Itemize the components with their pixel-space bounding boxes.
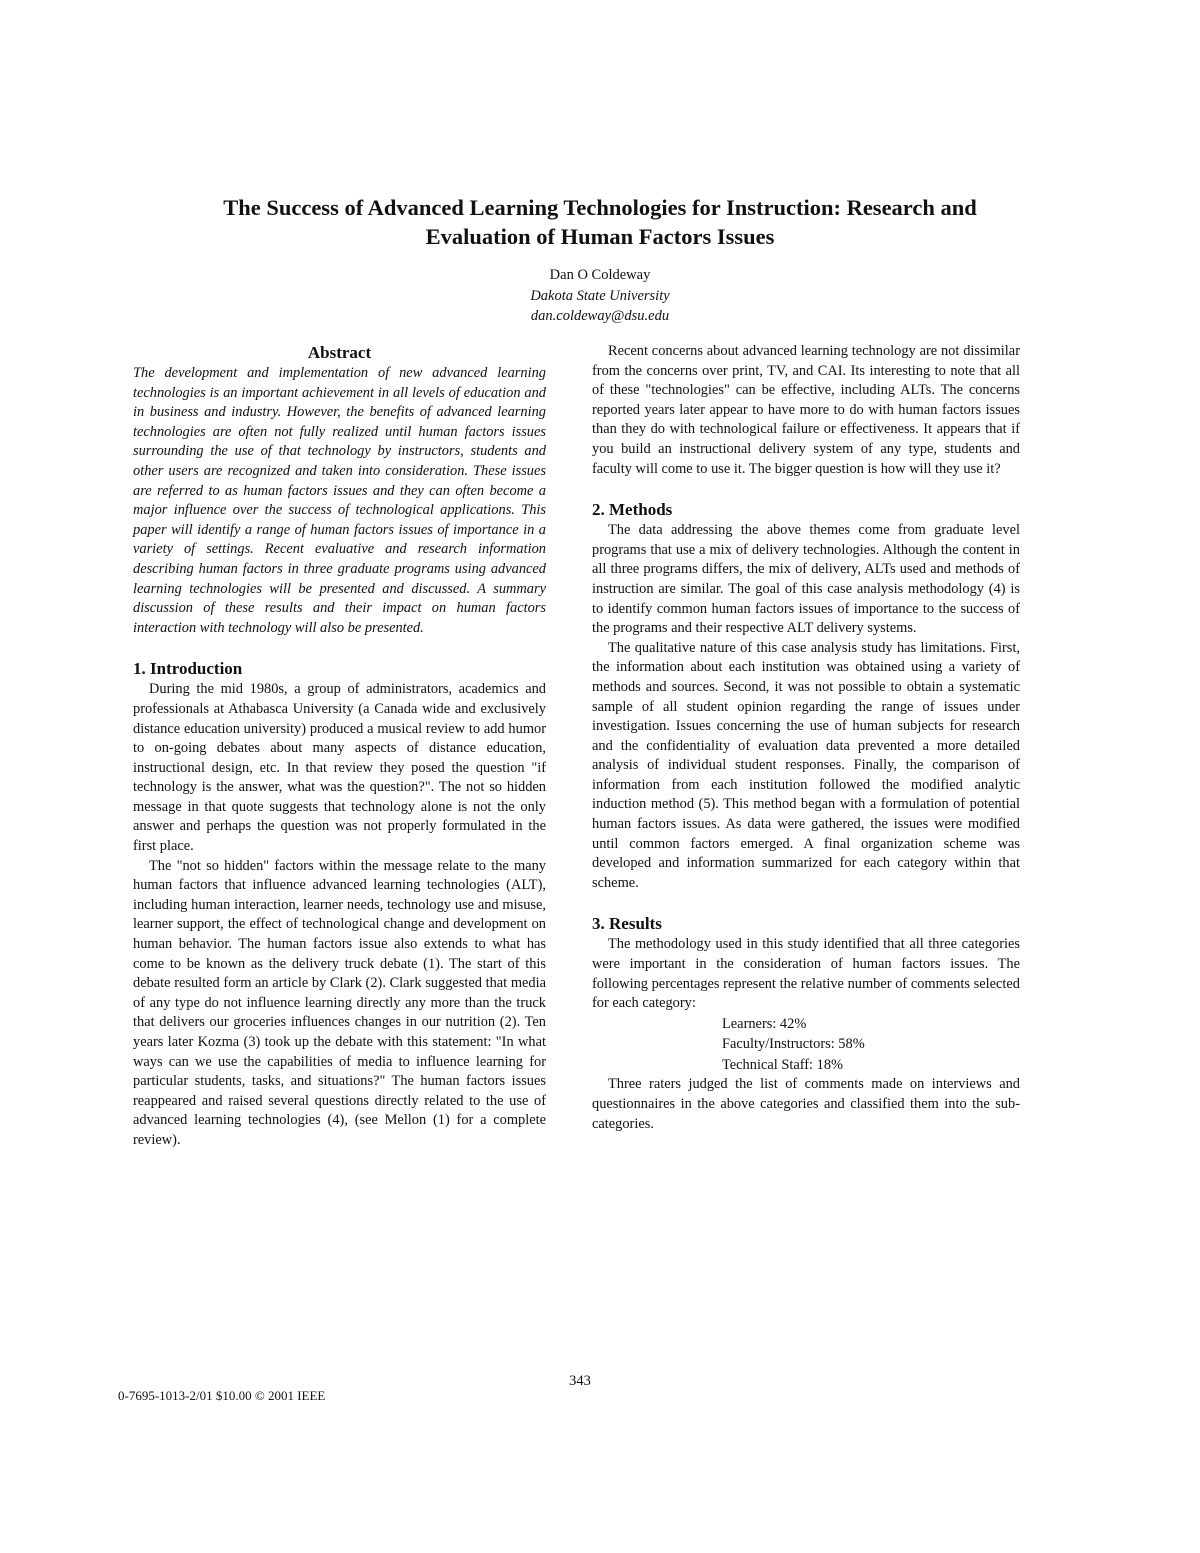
page-number: 343 [569,1373,591,1389]
results-paragraph-2: Three raters judged the list of comments made on interviews and questionnaires in the above categories and classified them into the sub-categories. [592,1076,1020,1132]
copyright-footer: 0-7695-1013-2/01 $10.00 © 2001 IEEE [118,1388,326,1403]
abstract-body: The development and implementation of new advanced learning technologies is an important achievement in all levels of education and in business and industry. However, the benefits of advanced learning technologies are often not fully realized until human factors issues surrounding the use of that technology by instructors, students and other users are recognized and taken into consideration. These issues are referred to as human factors issues and they can often become a major influence over the success of technological applications. This paper will identify a range of human factors issues of importance in a variety of settings. Recent evaluative and research information describing human factors in three graduate programs using advanced learning technologies will be presented and discussed. A summary discussion of these results and their impact on human factors interaction with technology will also be presented. [133,365,546,636]
author-name: Dan O Coldeway [549,267,651,283]
list-item: Technical Staff: 18% [722,1056,844,1073]
abstract-heading: Abstract [307,343,372,362]
right-column [592,342,1020,1134]
introduction-heading: 1. Introduction [133,659,243,679]
author-affiliation: Dakota State University [530,287,670,304]
methods-paragraph-1: The data addressing the above themes come from graduate level programs that use a mix of delivery technologies. Although the content in all three programs differs, the mix of delivery, ALTs used and methods of instruction are similar. The goal of this case analysis methodology (4) is to identify common human factors issues of importance to the success of the programs and their respective ALT delivery systems. [592,522,1020,637]
methods-paragraph-2: The qualitative nature of this case analysis study has limitations. First, the information about each institution was obtained using a variety of methods and sources. Second, it was not possible to obtain a systematic sample of all student opinion regarding the range of issues under investigation. Issues concerning the use of human subjects for research and the confidentiality of evaluation data prevented a more detailed analysis of individual student responses. Finally, the comparison of information from each institution followed the modified analytic induction method (5). This method began with a formulation of potential human factors issues. As data were gathered, the issues were modified until common factors emerged. A final organization scheme was developed and information summarized for each category within that scheme. [592,639,1020,891]
results-percentage-list [592,1014,1020,1076]
list-item: Faculty/Instructors: 58% [722,1036,865,1053]
right-intro-paragraph: Recent concerns about advanced learning technology are not dissimilar from the concerns over print, TV, and CAI. Its interesting to note that all of these "technologies" can be effective, including ALTs. The concerns reported years later appear to have more to do with human factors issues than they do with technological failure or effectiveness. It appears that if you build an instructional delivery system of any type, students and faculty will come to use it. The bigger question is how will they use it? [592,343,1020,477]
list-item: Learners: 42% [722,1015,807,1032]
author-block [300,265,900,327]
results-heading: 3. Results [592,914,662,934]
title-line-2: Evaluation of Human Factors Issues [425,224,775,249]
introduction-paragraph-2: The "not so hidden" factors within the message relate to the many human factors that influence advanced learning technologies (ALT), including human interaction, learner needs, technology use and misuse, learner support, the effect of technological change and development on human behavior. The human factors issue also extends to what has come to be known as the delivery truck debate (1). The start of this debate resulted form an article by Clark (2). Clark suggested that media of any type do not influence learning directly any more than the truck that delivers our groceries influences changes in our nutrition (2). Ten years later Kozma (3) took up the debate with this statement: "In what ways can we use the capabilities of media to influence learning for particular students, tasks, and situations?" The human factors issues reappeared and raised several questions directly related to the use of advanced learning technologies (4), (see Mellon (1) for a complete review). [133,857,546,1148]
introduction-paragraph-1: During the mid 1980s, a group of administrators, academics and professionals at Athabasca University (a Canada wide and exclusively distance education university) produced a musical review to add humor to on-going debates about many aspects of distance education, instructional design, etc. In that review they posed the question "if technology is the answer, what was the question?". The not so hidden message in that quote suggests that technology alone is not the only answer and perhaps the question was not properly formulated in the first place. [133,681,546,855]
title-line-1: The Success of Advanced Learning Technologies for Instruction: Research and [223,195,977,220]
paper-title [100,193,1100,251]
methods-heading: 2. Methods [592,500,673,520]
left-column [133,342,546,1151]
results-paragraph-1: The methodology used in this study identified that all three categories were important in the consideration of human factors issues. The following percentages represent the relative number of comments selected for each category: [592,936,1020,1012]
author-email: dan.coldeway@dsu.edu [530,308,670,324]
